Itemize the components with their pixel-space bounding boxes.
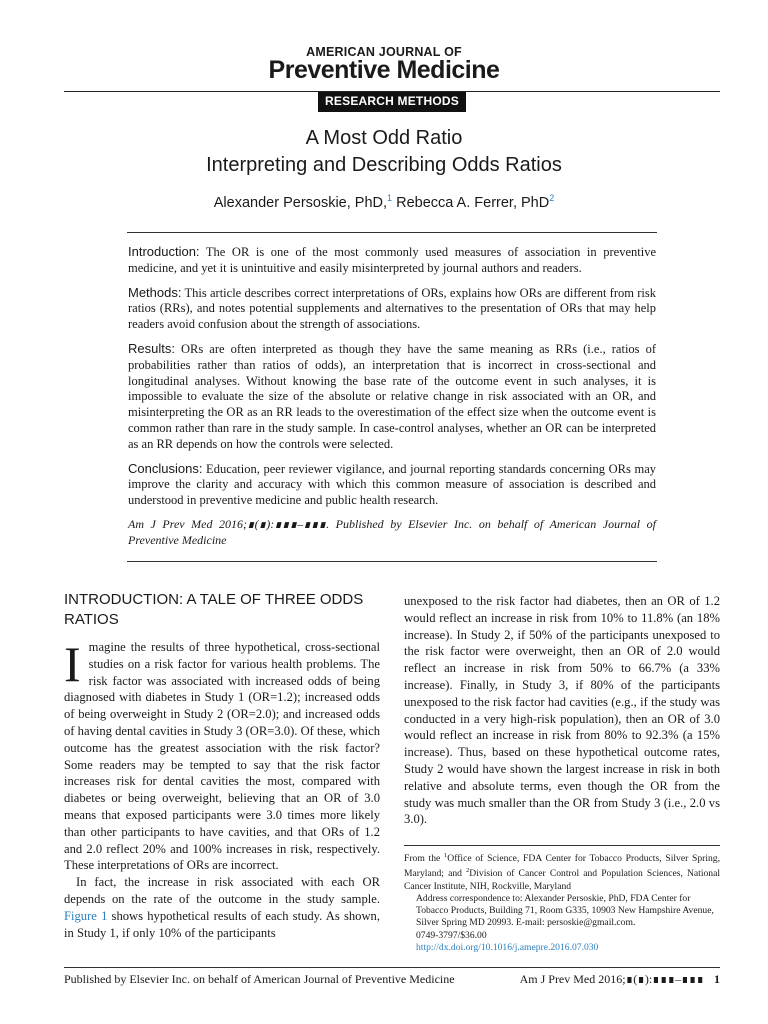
price-line: 0749-3797/$36.00 bbox=[416, 929, 487, 941]
body-paragraph: unexposed to the risk factor had diabetes, then an OR of 1.2 would reflect an increase in risk from 10% to 11.8% (an 18% increase). In Study 2, if 50% of the participants unexposed to the risk factor were overweight, then an OR of 2.0 would reflect an increase in risk from 50% to 66.7% (a 33% increase). Finally, in Study 3, if 80% of the participants unexposed to the risk factor had cavities (e.g., if the study was conducted in a very high-risk population), then an OR of 3.0 would reflect an increase in risk from 80% to 92.3% (a 15% increase). Thus, based on these hypothetical outcome rates, Study 2 would have shown the largest increase in risk in both relative and absolute terms, even though the OR from the study was much smaller than the OR from Study 3 (i.e., 2.0 vs 3.0). bbox=[404, 594, 720, 827]
body-column-right bbox=[404, 593, 720, 828]
footnote-text: Office of Science, FDA Center for Tobacco Products, Silver Spring, Maryland; and bbox=[404, 853, 720, 880]
affiliation-marker: 1 bbox=[444, 852, 448, 859]
dropcap: I bbox=[64, 636, 81, 692]
paragraph-text: In fact, the increase in risk associated with each OR depends on the rate of the outcome in the study sample. bbox=[64, 875, 380, 906]
article-title: A Most Odd Ratio bbox=[305, 127, 463, 149]
footnote-divider bbox=[404, 845, 720, 846]
body-column-left bbox=[64, 590, 380, 941]
footnotes bbox=[404, 850, 720, 954]
abstract-heading: Methods: bbox=[128, 284, 182, 300]
section-heading: INTRODUCTION: A TALE OF THREE ODDS RATIOS bbox=[64, 591, 364, 628]
author-name: Alexander Persoskie, PhD, bbox=[213, 194, 388, 211]
footer-publisher: Published by Elsevier Inc. on behalf of American Journal of Preventive Medicine bbox=[64, 972, 455, 986]
page-number: 1 bbox=[714, 972, 720, 986]
correspondence-note: Address correspondence to: Alexander Persoskie, PhD, FDA Center for Tobacco Products, Building 71, Room G335, 10903 New Hampshire Avenue, Silver Spring MD 20993. E-mail: persoskie@gmail.com. bbox=[416, 892, 714, 929]
abstract-results bbox=[128, 341, 656, 453]
abstract-conclusions bbox=[128, 461, 656, 509]
affiliation-marker[interactable]: 2 bbox=[549, 193, 555, 203]
abstract-methods bbox=[128, 285, 656, 333]
affiliation-marker[interactable]: 1 bbox=[387, 193, 393, 203]
journal-reference: Am J Prev Med 2016;∎(∎):∎∎∎–∎∎∎ bbox=[519, 972, 704, 986]
footnote-text: From the bbox=[404, 853, 445, 865]
author-name: Rebecca A. Ferrer, PhD bbox=[392, 194, 550, 211]
abstract-text: Education, peer reviewer vigilance, and journal reporting standards concerning ORs may improve the clarity and accuracy with which this common measure of association is described and understood in preventive medicine and public health research. bbox=[128, 461, 656, 508]
abstract-text: This article describes correct interpretations of ORs, explains how ORs are different from risk ratios (RRs), and notes potential supplements and alternatives to the presentation of ORs that may help readers avoid confusion about the strength of associations. bbox=[128, 285, 656, 332]
abstract-text: The OR is one of the most commonly used measures of association in preventive medicine, and yet it is unintuitive and easily misinterpreted by journal authors and readers. bbox=[128, 245, 656, 275]
citation-line: Am J Prev Med 2016;∎(∎):∎∎∎–∎∎∎. Published by Elsevier Inc. on behalf of American Journal of Preventive Medicine bbox=[128, 516, 656, 547]
affiliation-note bbox=[404, 850, 720, 893]
paragraph-text: magine the results of three hypothetical, cross-sectional studies on a risk factor for various health problems. The risk factor was associated with increased odds of being diagnosed with diabetes in Study 1 (OR=1.2); increased odds of being overweight in Study 2 (OR=2.0); and increased odds of having dental cavities in Study 3 (OR=3.0). Of these, which outcome has the greatest association with the risk factor? Some readers may be tempted to say that the risk factor increases risk for dental cavities the most, compared with diabetes or being overweight, believing that an OR of 3.0 means that exposed participants were 3.0 times more likely than other participants to have cavities, and that ORs of 1.2 and 2.0 reflect 20% and 100% increases in risk, respectively. These interpretations of ORs are incorrect. bbox=[64, 640, 380, 873]
paragraph-text: shows hypothetical results of each study. As shown, in Study 1, if only 10% of the participants bbox=[64, 908, 381, 940]
section-badge: RESEARCH METHODS bbox=[318, 92, 466, 112]
journal-name-top: AMERICAN JOURNAL OF bbox=[306, 45, 462, 59]
abstract bbox=[128, 244, 656, 557]
footnote-text: Division of Cancer Control and Population Sciences, National Cancer Institute, NIH, Rockville, Maryland bbox=[404, 868, 721, 892]
body-paragraph bbox=[64, 636, 380, 874]
affiliation-marker: 2 bbox=[466, 867, 470, 875]
abstract-heading: Conclusions: bbox=[128, 460, 203, 476]
article-subtitle: Interpreting and Describing Odds Ratios bbox=[206, 154, 562, 176]
abstract-top-divider bbox=[127, 232, 657, 233]
figure-link[interactable]: Figure 1 bbox=[64, 908, 108, 923]
footer-journal-ref bbox=[520, 972, 720, 987]
abstract-heading: Results: bbox=[128, 340, 175, 356]
author-list bbox=[0, 193, 768, 211]
footer-divider bbox=[64, 967, 720, 968]
journal-name: Preventive Medicine bbox=[268, 56, 500, 84]
abstract-introduction bbox=[128, 244, 656, 277]
abstract-text: ORs are often interpreted as though they have the same meaning as RRs (i.e., ratios of probabilities rather than ratios of odds), an interpretation that is incorrect in cross-sectional and longitudinal analyses. Without knowing the base rate of the outcome event in such analyses, it is impossible to evaluate the size of the absolute or relative change in risk associated with an OR, and misinterpreting the OR as an RR leads to the overestimation of the effect size when the outcome event is common rather than rare in the study sample. In case-control analyses, whether an OR can be interpreted as an RR depends on how the controls were selected. bbox=[128, 341, 656, 451]
body-paragraph bbox=[64, 874, 380, 941]
doi-link[interactable]: http://dx.doi.org/10.1016/j.amepre.2016.07.030 bbox=[416, 941, 599, 953]
abstract-heading: Introduction: bbox=[128, 244, 200, 259]
abstract-bottom-divider bbox=[127, 561, 657, 562]
